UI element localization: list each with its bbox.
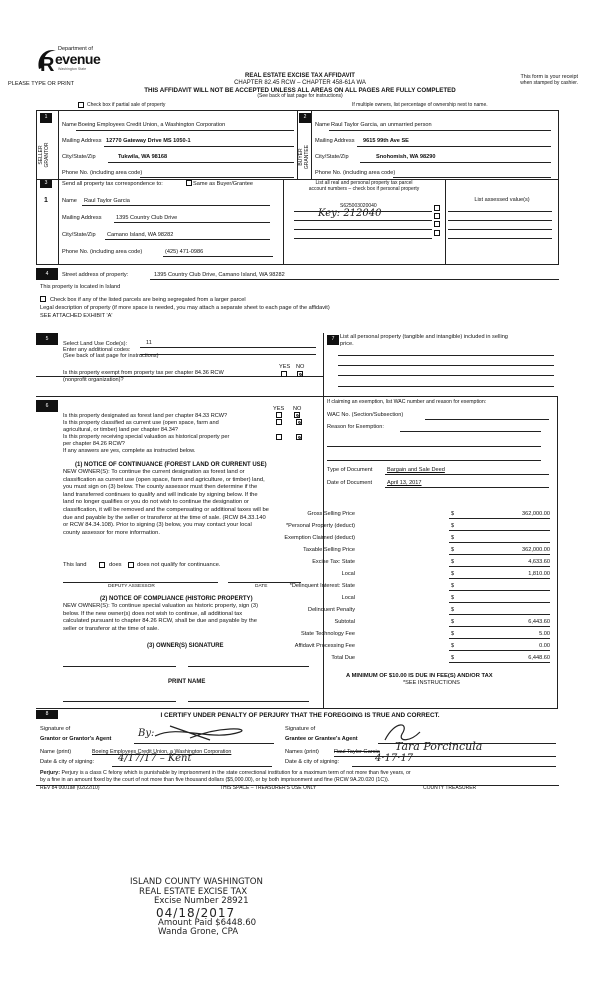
grantee-name-label: Names (print) [285, 749, 319, 755]
tax-row-currency: $ [451, 643, 455, 649]
tax-row-currency: $ [451, 595, 455, 601]
tax-row-currency: $ [451, 583, 455, 589]
this-land-label: This land [63, 562, 87, 568]
current-use-question-2: agricultural, or timber) land per chapter 84.34? [63, 427, 179, 433]
historic-no-checkbox[interactable] [296, 434, 302, 440]
see-back-note: (See back of last page for instructions) [257, 93, 343, 99]
tax-row-line [449, 638, 550, 639]
tax-row-line [449, 590, 550, 591]
tax-row-value[interactable]: 5.00 [539, 631, 550, 637]
tax-row-value[interactable]: 6,448.60 [528, 655, 550, 661]
tax-row-line [449, 650, 550, 651]
parcel-handwritten: Key: 212040 [318, 208, 382, 219]
tax-row-label: Excise Tax: State [312, 559, 355, 565]
section-3-row-number: 1 [44, 197, 48, 204]
street-address[interactable]: 1395 Country Club Drive, Camano Island, WA 98282 [154, 272, 285, 278]
buyer-city[interactable]: Snohomish, WA 98290 [376, 154, 436, 160]
tax-row-line [449, 578, 550, 579]
notice2-line: NEW OWNER(S): To continue special valuation as historic property, sign (3) [63, 603, 259, 609]
s5-see-back: (See back of last page for instructions) [63, 353, 159, 359]
certify-statement: I CERTIFY UNDER PENALTY OF PERJURY THAT THE FOREGOING IS TRUE AND CORRECT. [160, 712, 440, 719]
treasurer-stamp [130, 878, 263, 938]
additional-codes-label: Enter any additional codes: [63, 347, 131, 353]
doc-date-label: Date of Document [327, 480, 373, 486]
tax-row-line [449, 626, 550, 627]
deputy-date-label: DATE [255, 584, 268, 589]
tax-row-line [449, 566, 550, 567]
grantee-print-name[interactable]: Tara Porcincula [395, 740, 483, 753]
s6-no-header: NO [293, 406, 302, 412]
buyer-city-label: City/State/Zip [315, 154, 349, 160]
does-qualify-checkbox[interactable] [99, 562, 105, 568]
segregated-checkbox[interactable] [40, 296, 46, 302]
form-chapter: CHAPTER 82.45 RCW – CHAPTER 458-61A WA [234, 80, 366, 86]
current-use-yes-checkbox[interactable] [276, 419, 282, 425]
grantor-signature-scribble-icon [150, 722, 270, 744]
historic-question-2: per chapter 84.26 RCW? [63, 441, 125, 447]
tax-row-label: Delinquent Penalty [308, 607, 355, 613]
grantor-name-label: Name (print) [40, 749, 72, 755]
county-treasurer-label: COUNTY TREASURER [423, 785, 477, 791]
send-correspondence-label: Send all property tax correspondence to: [62, 181, 163, 187]
grantee-date-label: Date & city of signing: [285, 759, 340, 765]
form-title: REAL ESTATE EXCISE TAX AFFIDAVIT [245, 73, 355, 79]
perjury-line-2: by a fine in an amount fixed by the court of not more than five thousand dollars ($5,000.00), or by both imprisonment and fine (RCW 9A.20.020 (1C)). [40, 777, 390, 783]
parcel-header-1: List all real and personal property tax parcel [315, 180, 413, 186]
tax-row-currency: $ [451, 547, 455, 553]
tax-row-label: *Delinquent Interest: State [289, 583, 355, 589]
dor-logo [36, 44, 106, 76]
segregated-label: Check box if any of the listed parcels are being segregated from a larger parcel [50, 297, 246, 303]
s5-yes-header: YES [279, 364, 291, 370]
doc-date[interactable]: April 13, 2017 [387, 480, 422, 486]
svg-text:R: R [40, 54, 55, 73]
stamp-signer: Wanda Grone, CPA [158, 927, 239, 938]
receipt-note-1: This form is your receipt [520, 74, 578, 80]
buyer-address[interactable]: 9615 99th Ave SE [363, 138, 409, 144]
tax-row-value[interactable]: 6,443.60 [528, 619, 550, 625]
notice1-line: county assessor for more information. [63, 529, 160, 536]
stamp-amount-paid: Amount Paid $6448.60 [158, 917, 257, 928]
grantee-name-struck: Raul Taylor Garcia [334, 749, 380, 755]
legal-description-label: Legal description of property (if more space is needed, you may attach a separate sheet to each page of the affidavit) [40, 305, 330, 311]
receipt-note-2: when stamped by cashier. [520, 80, 578, 86]
current-use-question: Is this property classified as current use (open space, farm and [63, 420, 219, 426]
seller-name-label: Name [62, 122, 77, 128]
section-8-number: 8 [36, 710, 58, 719]
current-use-no-checkbox[interactable] [296, 419, 302, 425]
grantor-signature[interactable]: By: [138, 728, 155, 739]
notice-compliance-body [63, 603, 258, 633]
print-name-label: PRINT NAME [168, 679, 206, 685]
notice2-line: seller or transferor at the time of sale. [63, 625, 160, 632]
s3-phone-label: Phone No. (including area code) [62, 249, 143, 255]
seller-city[interactable]: Tukwila, WA 98168 [118, 154, 168, 160]
grantor-date-city[interactable]: 4/17/17 – Kent [118, 753, 192, 764]
notice-compliance-title: (2) NOTICE OF COMPLIANCE (HISTORIC PROPERTY) [100, 596, 253, 602]
logo-dept: Department of [58, 46, 93, 52]
notice1-line: or RCW 84.34.108). Prior to signing (3) below, you may contact your local [63, 522, 252, 529]
parcel-header-2: account numbers – check box if personal property [308, 186, 420, 192]
notice2-line: below. If the new owner(s) does not wish to continue, all additional tax [63, 610, 243, 617]
owner-signature-label: (3) OWNER(S) SIGNATURE [147, 643, 224, 649]
wac-label: WAC No. (Section/Subsection) [327, 412, 404, 418]
personal-property-label: List all personal property (tangible and intangible) included in selling [340, 334, 508, 340]
grantee-agent-label: Grantee or Grantee's Agent [285, 736, 358, 742]
parcel-number[interactable]: S625003020040 [340, 203, 377, 209]
see-instructions-note: *SEE INSTRUCTIONS [403, 680, 460, 686]
tax-row-label: Affidavit Processing Fee [294, 643, 355, 649]
tax-row-currency: $ [451, 535, 455, 541]
tax-row-value[interactable]: 0.00 [539, 643, 550, 649]
if-yes-instruction: If any answers are yes, complete as instructed below. [63, 448, 196, 454]
historic-question: Is this property receiving special valuation as historical property per [63, 434, 230, 440]
tax-row-label: Subtotal [334, 619, 355, 625]
buyer-side-label: BUYER GRANTEE [298, 144, 310, 170]
tax-row-currency: $ [451, 511, 455, 517]
grantor-agent-label: Grantor or Grantor's Agent [40, 736, 112, 742]
perjury-line-1 [40, 770, 411, 776]
same-as-buyer-label: Same as Buyer/Grantee [193, 181, 254, 187]
does-not-qualify-checkbox[interactable] [128, 562, 134, 568]
tax-row-currency: $ [451, 559, 455, 565]
forest-yes-checkbox[interactable] [276, 412, 282, 418]
tax-row-line [449, 518, 550, 519]
tax-row-label: Gross Selling Price [307, 511, 355, 517]
stamp-date: 04/18/2017 [156, 905, 236, 920]
tax-row-line [449, 614, 550, 615]
tax-row-currency: $ [451, 619, 455, 625]
multiple-owners-note: If multiple owners, list percentage of ownership next to name. [352, 102, 488, 108]
land-use-code[interactable]: 11 [146, 340, 152, 346]
please-type: PLEASE TYPE OR PRINT [8, 81, 75, 87]
notice-continuance-body [63, 469, 269, 537]
minimum-due-note: A MINIMUM OF $10.00 IS DUE IN FEE(S) AND/OR TAX [346, 673, 493, 679]
tax-row-value[interactable]: 362,000.00 [522, 547, 550, 553]
partial-sale-checkbox[interactable] [78, 102, 84, 108]
notice1-line: land no longer qualifies or you do not wish to continue the designation or [63, 499, 249, 506]
s3-name[interactable]: Raul Taylor Garcia [84, 198, 130, 204]
reason-label: Reason for Exemption: [327, 424, 384, 430]
deputy-assessor-label: DEPUTY ASSESSOR [108, 584, 155, 589]
buyer-phone-label: Phone No. (including area code) [315, 170, 396, 176]
perjury-text-1: Perjury is a class C felony which is punishable by imprisonment in the state correctional institution for a maximum term of not more than five years, or [61, 770, 411, 776]
tax-row-label: State Technology Fee [300, 631, 355, 637]
seller-address-label: Mailing Address [62, 138, 102, 144]
doc-type-label: Type of Document [327, 467, 373, 473]
forest-no-checkbox[interactable] [294, 412, 300, 418]
form-revision: REV 84 0001ae (02/22/10) [40, 785, 100, 791]
assessed-value-header: List assessed value(s) [474, 197, 530, 203]
tax-row-value[interactable]: 1,810.00 [528, 571, 550, 577]
tax-row-currency: $ [451, 655, 455, 661]
exempt-yes-checkbox[interactable] [281, 371, 287, 377]
does-not-label: does not qualify for continuance. [137, 562, 221, 568]
see-attached[interactable]: SEE ATTACHED EXHIBIT 'A' [40, 313, 113, 319]
seller-name[interactable]: Boeing Employees Credit Union, a Washington Corporation [78, 122, 226, 128]
section-6-number: 6 [36, 400, 58, 412]
historic-yes-checkbox[interactable] [276, 434, 282, 440]
tax-row-currency: $ [451, 631, 455, 637]
tax-row-currency: $ [451, 607, 455, 613]
partial-sale-label: Check box if partial sale of property [87, 102, 166, 108]
buyer-name[interactable]: Raul Taylor Garcia, an unmarried person [331, 122, 432, 128]
personal-property-checkbox-1[interactable] [434, 205, 440, 211]
notice2-line: calculated pursuant to chapter 84.26 RCW, shall be due and payable by the [63, 618, 258, 625]
tax-row-label: Local [341, 571, 355, 577]
stamp-excise-number: Excise Number 28921 [154, 896, 249, 907]
personal-property-label-2: price. [340, 341, 354, 347]
s3-address[interactable]: 1395 Country Club Drive [116, 215, 178, 221]
exempt-question-2: (nonprofit organization)? [63, 377, 124, 383]
buyer-name-label: Name [315, 122, 330, 128]
notice-continuance-title: (1) NOTICE OF CONTINUANCE (FOREST LAND OR CURRENT USE) [75, 462, 267, 468]
notice1-line: NEW OWNER(S): To continue the current designation as forest land or [63, 469, 245, 475]
tax-row-value[interactable]: 362,000.00 [522, 511, 550, 517]
tax-row-line [449, 602, 550, 603]
tax-row-currency: $ [451, 523, 455, 529]
tax-row-label: Exemption Claimed (deduct) [284, 535, 355, 541]
grantor-print-name[interactable]: Boeing Employees Credit Union, a Washington Corporation [92, 749, 232, 755]
notice1-line: classification, it will be removed and the compensating or additional taxes will be [63, 506, 269, 513]
tax-row-currency: $ [451, 571, 455, 577]
seller-side-label: SELLER GRANTOR [38, 142, 50, 168]
notice1-line: you must sign on (3) below. The county assessor must then determine if the [63, 484, 258, 491]
tax-row-line [449, 662, 550, 663]
notice1-line: land transferred continues to qualify and will indicate by signing below. If the [63, 491, 258, 498]
tax-row-label: Local [341, 595, 355, 601]
section-4-number: 4 [36, 268, 58, 280]
tax-row-label: *Personal Property (deduct) [285, 523, 355, 529]
buyer-address-label: Mailing Address [315, 138, 355, 144]
land-use-label: Select Land Use Code(s): [63, 341, 128, 347]
s3-phone[interactable]: (425) 471-0986 [165, 249, 204, 255]
personal-property-checkbox-3[interactable] [434, 221, 440, 227]
tax-row-line [449, 542, 550, 543]
perjury-label: Perjury: [40, 770, 61, 776]
treasurer-space-label: THIS SPACE – TREASURER'S USE ONLY [220, 785, 317, 791]
forest-land-question: Is this property designated as forest land per chapter 84.33 RCW? [63, 413, 228, 419]
tax-row-label: Total Due [331, 655, 355, 661]
personal-property-checkbox-2[interactable] [434, 213, 440, 219]
seller-city-label: City/State/Zip [62, 154, 96, 160]
notice1-line: classification as current use (open space, farm and agriculture, or timber) land, [63, 476, 265, 483]
section-7-number: 7 [327, 335, 339, 345]
logo-word: evenue [55, 51, 101, 67]
section-2-number: 2 [299, 113, 311, 123]
s3-address-label: Mailing Address [62, 215, 102, 221]
grantee-signature-of: Signature of [285, 726, 316, 732]
s3-name-label: Name [62, 198, 77, 204]
personal-property-checkbox-4[interactable] [434, 230, 440, 236]
exempt-question: Is this property exempt from property tax per chapter 84.36 RCW [63, 370, 224, 376]
seller-address[interactable]: 12770 Gateway Drive MS 1050-1 [106, 138, 191, 144]
s5-no-header: NO [296, 364, 305, 370]
tax-row-line [449, 530, 550, 531]
section-5-number: 5 [36, 333, 58, 345]
doc-type[interactable]: Bargain and Sale Deed [387, 467, 445, 473]
grantor-date-label: Date & city of signing: [40, 759, 95, 765]
does-label: does [109, 562, 122, 568]
property-location: This property is located in Island [40, 284, 121, 290]
exemption-claiming-label: If claiming an exemption, list WAC number and reason for exemption: [327, 399, 487, 405]
tax-row-label: Taxable Selling Price [303, 547, 355, 553]
stamp-tax: REAL ESTATE EXCISE TAX [139, 886, 248, 897]
same-as-buyer-checkbox[interactable] [186, 180, 192, 186]
stamp-county: ISLAND COUNTY WASHINGTON [130, 877, 263, 887]
grantee-date-city[interactable]: 4·17·17 [375, 753, 414, 764]
s3-city-label: City/State/Zip [62, 232, 96, 238]
form-warning: THIS AFFIDAVIT WILL NOT BE ACCEPTED UNLESS ALL AREAS ON ALL PAGES ARE FULLY COMPLETED [144, 87, 456, 94]
street-address-label: Street address of property: [62, 272, 129, 278]
grantor-signature-of: Signature of [40, 726, 71, 732]
tax-row-line [449, 554, 550, 555]
exempt-no-checkbox[interactable] [297, 371, 303, 377]
tax-row-value[interactable]: 4,633.60 [528, 559, 550, 565]
section-1-number: 1 [40, 113, 52, 123]
s3-city[interactable]: Camano Island, WA 98282 [107, 232, 174, 238]
seller-phone-label: Phone No. (including area code) [62, 170, 143, 176]
logo-state: Washington State [58, 67, 87, 71]
section-3-number: 3 [40, 180, 52, 188]
notice1-line: due and payable by the seller or transferor at the time of sale. (RCW 84.33.140 [63, 514, 266, 521]
s6-yes-header: YES [273, 406, 285, 412]
